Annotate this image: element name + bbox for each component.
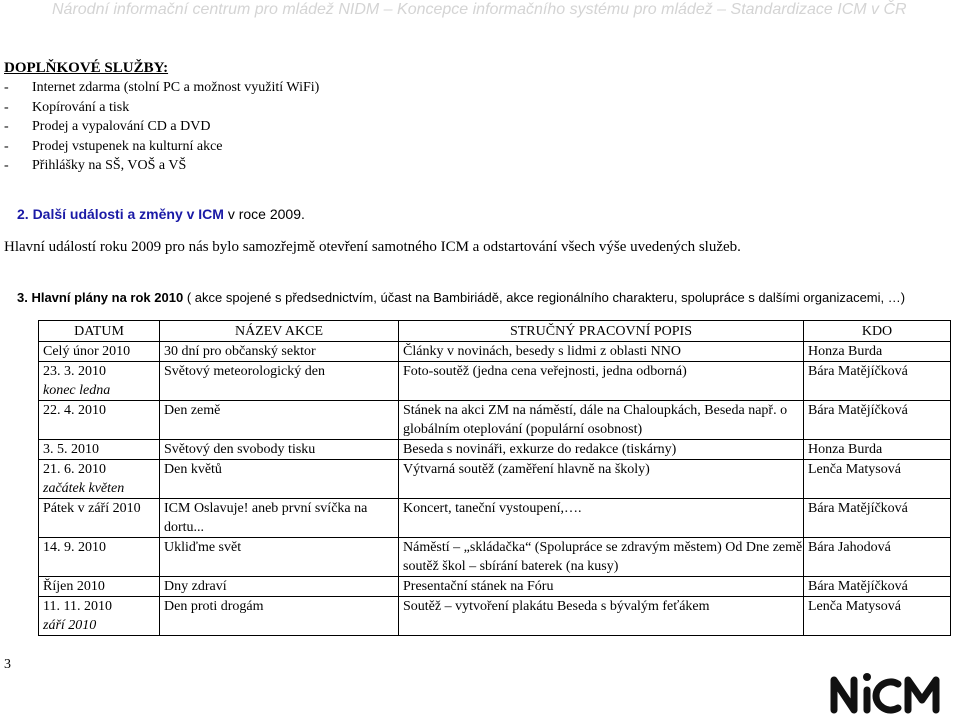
cell-date bbox=[39, 362, 160, 401]
cell-description: Články v novinách, besedy s lidmi z oblasti NNO bbox=[399, 342, 804, 362]
date-text: Říjen 2010 bbox=[43, 579, 105, 594]
date-text: 23. 3. 2010 bbox=[43, 364, 106, 379]
section-2-paragraph: Hlavní událostí roku 2009 pro nás bylo samozřejmě otevření samotného ICM a odstartování všech výše uvedených služeb. bbox=[4, 239, 741, 255]
cell-description: Beseda s novináři, exkurze do redakce (tiskárny) bbox=[399, 440, 804, 460]
column-header-description: STRUČNÝ PRACOVNÍ POPIS bbox=[399, 321, 804, 342]
cell-event-name: Den květů bbox=[160, 460, 399, 499]
date-text: 22. 4. 2010 bbox=[43, 403, 106, 418]
list-item: - Prodej a vypalování CD a DVD bbox=[4, 119, 211, 134]
date-text: Pátek v září 2010 bbox=[43, 501, 141, 516]
page-number: 3 bbox=[4, 657, 11, 672]
nicm-logo bbox=[826, 664, 954, 716]
date-text: Celý únor 2010 bbox=[43, 344, 131, 359]
cell-event-name: Den země bbox=[160, 401, 399, 440]
date-text: 3. 5. 2010 bbox=[43, 442, 99, 457]
running-header: Národní informační centrum pro mládež NIDM – Koncepce informačního systému pro mládež – Standardizace ICM v ČR bbox=[52, 1, 907, 18]
cell-date bbox=[39, 538, 160, 577]
cell-event-name: Světový den svobody tisku bbox=[160, 440, 399, 460]
cell-responsible: Lenča Matysová bbox=[804, 597, 951, 636]
table-row bbox=[39, 362, 951, 401]
table-row bbox=[39, 577, 951, 597]
table-row bbox=[39, 440, 951, 460]
cell-responsible: Bára Matějíčková bbox=[804, 499, 951, 538]
date-note: začátek květen bbox=[43, 481, 125, 496]
cell-date bbox=[39, 460, 160, 499]
cell-description: Presentační stánek na Fóru bbox=[399, 577, 804, 597]
date-text: 21. 6. 2010 bbox=[43, 462, 106, 477]
cell-event-name: 30 dní pro občanský sektor bbox=[160, 342, 399, 362]
cell-event-name: Světový meteorologický den bbox=[160, 362, 399, 401]
cell-date bbox=[39, 440, 160, 460]
cell-event-name: Den proti drogám bbox=[160, 597, 399, 636]
cell-event-name: ICM Oslavuje! aneb první svíčka na dortu... bbox=[160, 499, 399, 538]
column-header-who: KDO bbox=[804, 321, 951, 342]
date-note: konec ledna bbox=[43, 383, 111, 398]
table-row bbox=[39, 401, 951, 440]
cell-responsible: Bára Matějíčková bbox=[804, 362, 951, 401]
table-row bbox=[39, 342, 951, 362]
cell-description: Stánek na akci ZM na náměstí, dále na Chaloupkách, Beseda např. o globálním oteplování (populární osobnost) bbox=[399, 401, 804, 440]
cell-event-name: Dny zdraví bbox=[160, 577, 399, 597]
date-note: září 2010 bbox=[43, 618, 97, 633]
list-item: - Prodej vstupenek na kulturní akce bbox=[4, 138, 223, 154]
cell-date bbox=[39, 342, 160, 362]
cell-description: Soutěž – vytvoření plakátu Beseda s bývalým feťákem bbox=[399, 597, 804, 636]
cell-responsible: Honza Burda bbox=[804, 440, 951, 460]
cell-responsible: Bára Jahodová bbox=[804, 538, 951, 577]
cell-date bbox=[39, 401, 160, 440]
list-item: - Kopírování a tisk bbox=[4, 99, 130, 115]
cell-responsible: Honza Burda bbox=[804, 342, 951, 362]
table-row bbox=[39, 538, 951, 577]
cell-description: Foto-soutěž (jedna cena veřejnosti, jedna odborná) bbox=[399, 362, 804, 401]
table-row bbox=[39, 597, 951, 636]
plans-table bbox=[38, 320, 951, 636]
table-header-row bbox=[39, 321, 951, 342]
additional-services-title: DOPLŇKOVÉ SLUŽBY: bbox=[4, 60, 169, 76]
cell-date bbox=[39, 577, 160, 597]
list-item: - Přihlášky na SŠ, VOŠ a VŠ bbox=[4, 158, 187, 173]
cell-date bbox=[39, 597, 160, 636]
cell-responsible: Bára Matějíčková bbox=[804, 401, 951, 440]
additional-services-list bbox=[4, 78, 319, 176]
date-text: 14. 9. 2010 bbox=[43, 540, 106, 555]
cell-description: Výtvarná soutěž (zaměření hlavně na školy) bbox=[399, 460, 804, 499]
section-2-heading: 2. Další události a změny v ICM v roce 2009. bbox=[17, 206, 305, 222]
date-text: 11. 11. 2010 bbox=[43, 599, 112, 614]
section-3-heading: 3. Hlavní plány na rok 2010 ( akce spojené s předsednictvím, účast na Bambiriádě, akce regionálního charakteru, spolupráce s dalšími organizacemi, …) bbox=[17, 290, 906, 305]
cell-responsible: Bára Matějíčková bbox=[804, 577, 951, 597]
cell-event-name: Ukliďme svět bbox=[160, 538, 399, 577]
list-item: - Internet zdarma (stolní PC a možnost využití WiFi) bbox=[4, 80, 320, 95]
table-row bbox=[39, 499, 951, 538]
cell-description: Koncert, taneční vystoupení,…. bbox=[399, 499, 804, 538]
cell-responsible: Lenča Matysová bbox=[804, 460, 951, 499]
cell-date bbox=[39, 499, 160, 538]
column-header-name: NÁZEV AKCE bbox=[160, 321, 399, 342]
column-header-date: DATUM bbox=[39, 321, 160, 342]
cell-description: Náměstí – „skládačka“ (Spolupráce se zdravým městem) Od Dne země soutěž škol – sbírání baterek (na kusy) bbox=[399, 538, 804, 577]
table-row bbox=[39, 460, 951, 499]
